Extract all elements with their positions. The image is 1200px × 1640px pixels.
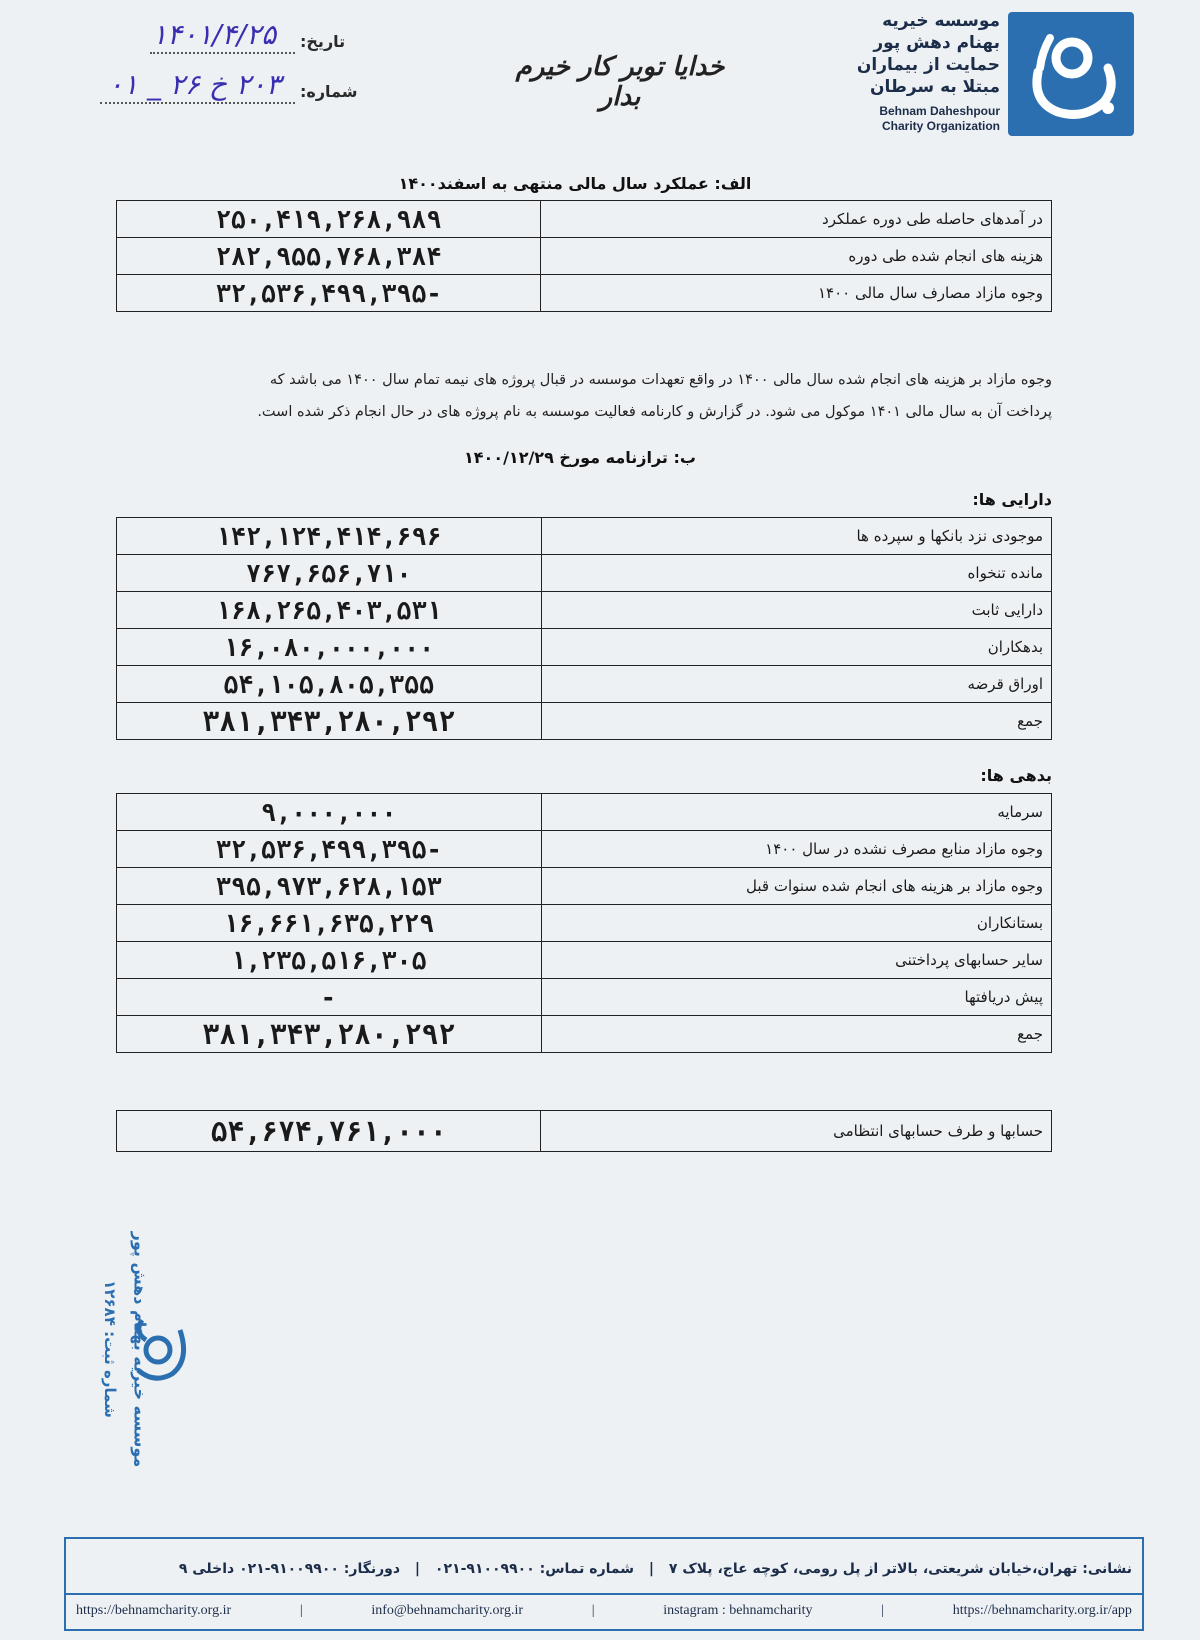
row-value: ۱۴۲,۱۲۴,۴۱۴,۶۹۶ xyxy=(117,518,542,555)
table-row xyxy=(117,868,1052,905)
row-value: ۹,۰۰۰,۰۰۰ xyxy=(117,794,542,831)
row-value: - xyxy=(117,979,542,1016)
table-row xyxy=(117,794,1052,831)
row-label: موجودی نزد بانکها و سپرده ها xyxy=(541,518,1051,555)
org-name-line: حمایت از بیماران xyxy=(856,55,1000,75)
row-label: اوراق قرضه xyxy=(541,666,1051,703)
section-b-title: ب: ترازنامه مورخ ۱۴۰۰/۱۲/۲۹ xyxy=(464,448,696,467)
row-label: وجوه مازاد منابع مصرف نشده در سال ۱۴۰۰ xyxy=(541,831,1051,868)
total-label: جمع xyxy=(541,703,1051,740)
row-label: بدهکاران xyxy=(541,629,1051,666)
table-row xyxy=(117,518,1052,555)
table-row xyxy=(117,555,1052,592)
table-row xyxy=(117,238,1052,275)
assets-table xyxy=(116,517,1052,740)
app-link[interactable]: https://behnamcharity.org.ir/app xyxy=(952,1603,1132,1618)
org-name-line: موسسه خیریه xyxy=(882,11,1000,31)
email-link[interactable]: info@behnamcharity.org.ir xyxy=(371,1603,524,1618)
section-a-title: الف: عملکرد سال مالی منتهی به اسفند۱۴۰۰ xyxy=(398,174,752,193)
fax-text: دورنگار: ۹۱۰۰۹۹۰۰-۰۲۱ داخلی ۹ xyxy=(178,1561,401,1577)
stamp-registration-number: شماره ثبت: ۱۲۶۸۴ xyxy=(101,1280,119,1418)
letterhead-footer xyxy=(64,1537,1144,1631)
row-label: بستانکاران xyxy=(541,905,1051,942)
row-value: ۱۶۸,۲۶۵,۴۰۳,۵۳۱ xyxy=(117,592,542,629)
total-value: ۳۸۱,۳۴۳,۲۸۰,۲۹۲ xyxy=(117,1016,542,1053)
row-label: سرمایه xyxy=(541,794,1051,831)
footer-divider xyxy=(66,1593,1142,1595)
liabilities-title: بدهی ها: xyxy=(980,766,1052,785)
registration-stamp xyxy=(60,1230,190,1490)
row-value: ۱۶,۰۸۰,۰۰۰,۰۰۰ xyxy=(117,629,542,666)
row-value: ۵۴,۶۷۴,۷۶۱,۰۰۰ xyxy=(117,1111,541,1152)
instagram-link[interactable]: instagram : behnamcharity xyxy=(663,1603,813,1618)
org-name-line: مبتلا به سرطان xyxy=(869,77,1000,97)
table-row xyxy=(117,831,1052,868)
row-value: ۷۶۷,۶۵۶,۷۱۰ xyxy=(117,555,542,592)
table-row xyxy=(117,592,1052,629)
row-value: ۲۸۲,۹۵۵,۷۶۸,۳۸۴ xyxy=(117,238,541,275)
row-label: وجوه مازاد بر هزینه های انجام شده سنوات قبل xyxy=(541,868,1051,905)
row-value: ۳۹۵,۹۷۳,۶۲۸,۱۵۳ xyxy=(117,868,542,905)
org-name-en-line: Behnam Daheshpour xyxy=(879,104,1000,118)
table-row xyxy=(117,275,1052,312)
row-label: وجوه مازاد مصارف سال مالی ۱۴۰۰ xyxy=(541,275,1052,312)
number-label: شماره: xyxy=(300,82,358,101)
date-dotline xyxy=(150,52,295,54)
website-link[interactable]: https://behnamcharity.org.ir xyxy=(76,1603,232,1618)
total-value: ۳۸۱,۳۴۳,۲۸۰,۲۹۲ xyxy=(117,703,542,740)
separator: | xyxy=(299,1603,303,1618)
table-row xyxy=(117,666,1052,703)
table-row xyxy=(117,905,1052,942)
row-value: -۳۲,۵۳۶,۴۹۹,۳۹۵ xyxy=(117,275,541,312)
row-label: پیش دریافتها xyxy=(541,979,1051,1016)
total-row xyxy=(117,1016,1052,1053)
performance-table xyxy=(116,200,1052,312)
number-dotline xyxy=(100,102,295,104)
row-value: ۵۴,۱۰۵,۸۰۵,۳۵۵ xyxy=(117,666,542,703)
org-name-fa xyxy=(840,10,1000,98)
separator: | xyxy=(881,1603,884,1618)
row-label: سایر حسابهای پرداختنی xyxy=(541,942,1051,979)
table-row xyxy=(117,979,1052,1016)
row-value: -۳۲,۵۳۶,۴۹۹,۳۹۵ xyxy=(117,831,542,868)
number-value: ۲۰۳ خ ۲۶ _ ۰۱ xyxy=(108,68,281,101)
date-label: تاریخ: xyxy=(300,32,346,51)
table-row xyxy=(117,1111,1052,1152)
motto: خدایا توبر کار خیرم بدار xyxy=(515,52,725,112)
address-text: نشانی: تهران،خیابان شریعتی، بالاتر از پل رومی، کوچه عاج، پلاک ۷ xyxy=(668,1561,1132,1577)
row-value: ۲۵۰,۴۱۹,۲۶۸,۹۸۹ xyxy=(117,201,541,238)
assets-title: دارایی ها: xyxy=(972,490,1052,509)
row-label: حسابها و طرف حسابهای انتظامی xyxy=(541,1111,1052,1152)
row-label: هزینه های انجام شده طی دوره xyxy=(541,238,1052,275)
org-name-line: بهنام دهش پور xyxy=(873,33,1000,53)
separator: | xyxy=(591,1603,595,1618)
explanatory-note xyxy=(200,364,1052,428)
note-line: وجوه مازاد بر هزینه های انجام شده سال مالی ۱۴۰۰ در واقع تعهدات موسسه در قبال پروژه های نیمه تمام سال ۱۴۰۰ می باشد که xyxy=(269,372,1052,388)
separator: | xyxy=(414,1561,421,1577)
liabilities-table xyxy=(116,793,1052,1053)
logo-mark-icon xyxy=(1008,12,1134,136)
table-row xyxy=(117,629,1052,666)
separator: | xyxy=(648,1561,655,1577)
stamp-org-name: موسسه خیریه بهنام دهش پور xyxy=(130,1231,150,1468)
note-line: پرداخت آن به سال مالی ۱۴۰۱ موکول می شود. در گزارش و کارنامه فعالیت موسسه به نام پروژه های در حال انجام ذکر شده است. xyxy=(257,404,1052,420)
row-value: ۱۶,۶۶۱,۶۳۵,۲۲۹ xyxy=(117,905,542,942)
row-value: ۱,۲۳۵,۵۱۶,۳۰۵ xyxy=(117,942,542,979)
contact-row xyxy=(76,1549,1132,1589)
row-label: دارایی ثابت xyxy=(541,592,1051,629)
charity-logo xyxy=(1008,12,1134,136)
row-label: مانده تنخواه xyxy=(541,555,1051,592)
links-row xyxy=(76,1597,1132,1625)
date-value: ۱۴۰۱/۴/۲۵ xyxy=(152,18,277,51)
stamp-logo-icon xyxy=(60,1230,190,1490)
memo-accounts-table xyxy=(116,1110,1052,1152)
row-label: در آمدهای حاصله طی دوره عملکرد xyxy=(541,201,1052,238)
total-row xyxy=(117,703,1052,740)
table-row xyxy=(117,942,1052,979)
table-row xyxy=(117,201,1052,238)
phone-text: شماره تماس: ۹۱۰۰۹۹۰۰-۰۲۱ xyxy=(434,1561,635,1577)
total-label: جمع xyxy=(541,1016,1051,1053)
org-name-en-line: Charity Organization xyxy=(881,119,1000,133)
org-name-en xyxy=(840,104,1000,134)
